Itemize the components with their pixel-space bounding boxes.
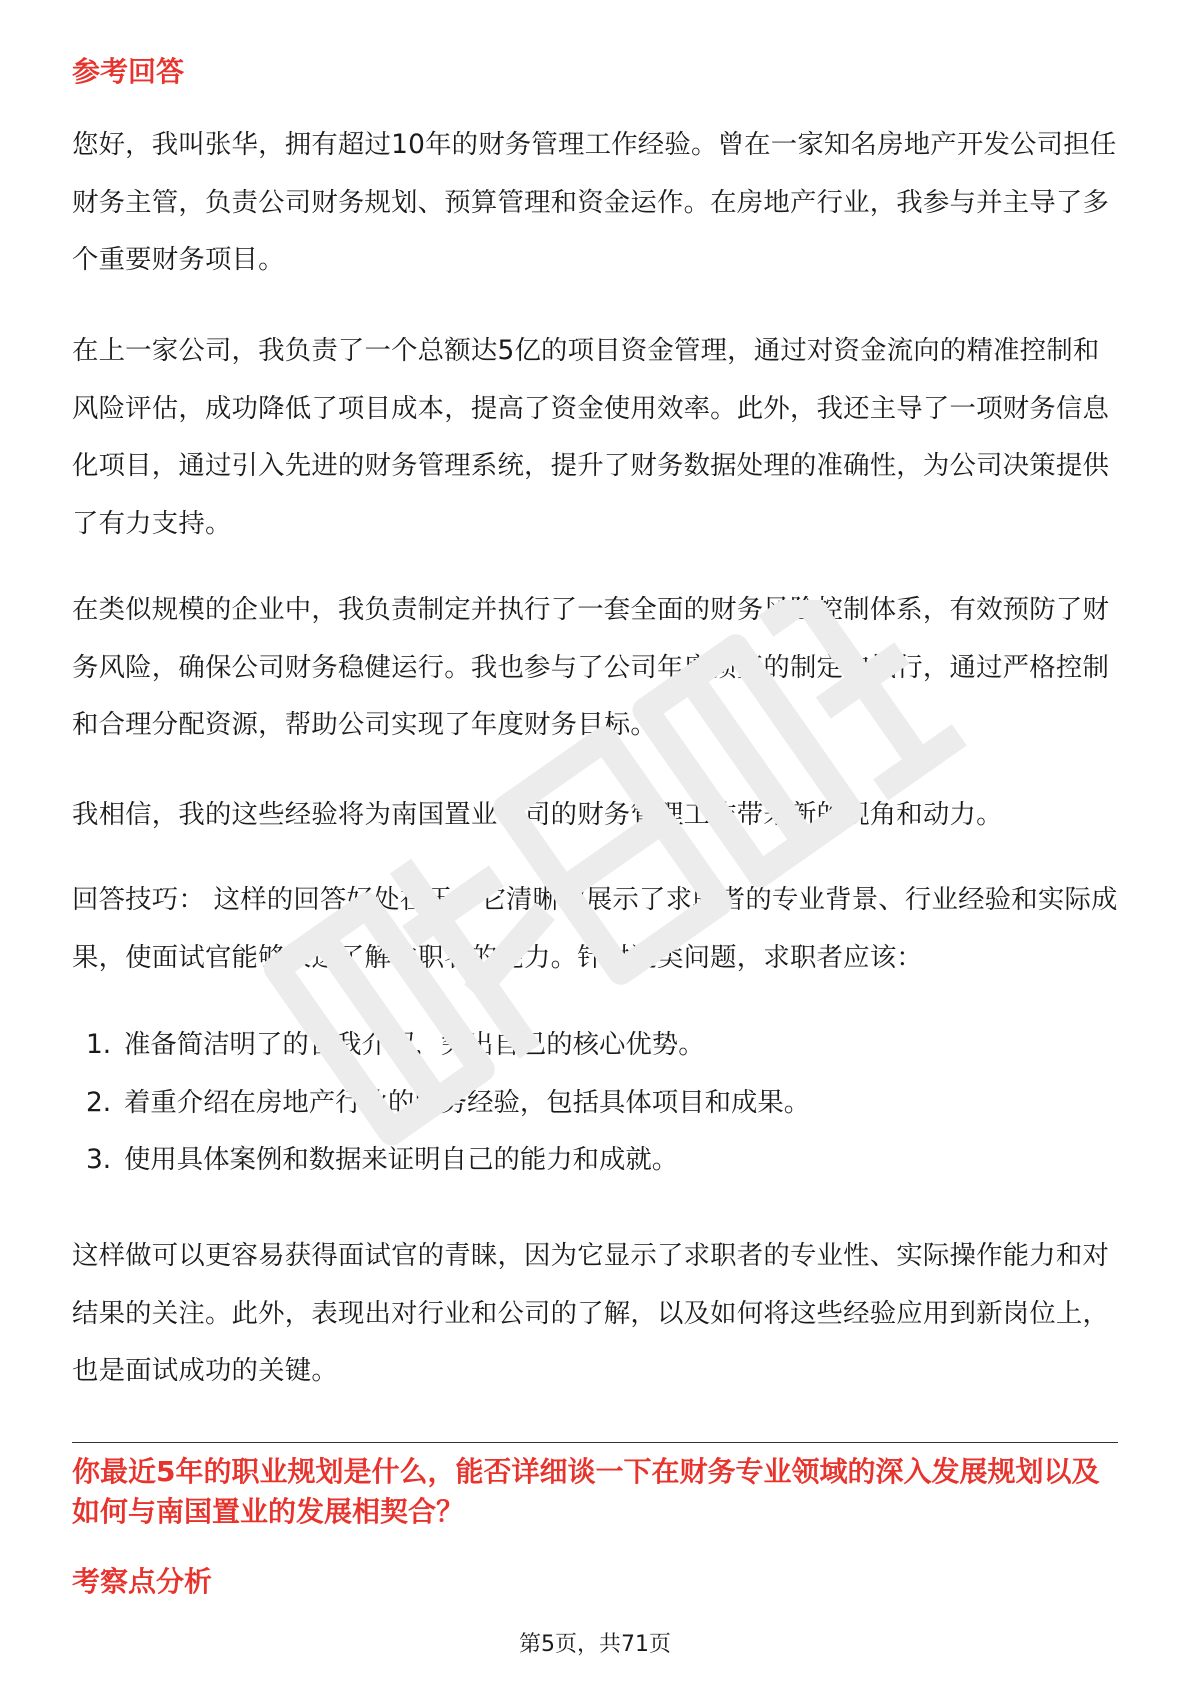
tips-list-number: 2. xyxy=(86,1086,112,1118)
answer-paragraph-risk-control: 在类似规模的企业中，我负责制定并执行了一套全面的财务风险控制体系，有效预防了财务风险，确保公司财务稳健运行。我也参与了公司年度预算的制定和执行，通过严格控制和合理分配资源，帮助公司实现了年度财务目标。 xyxy=(72,594,1110,740)
tips-list-item xyxy=(72,1131,1118,1189)
section-divider xyxy=(72,1442,1118,1443)
answer-tips-paragraph: 回答技巧： 这样的回答好处在于，它清晰地展示了求职者的专业背景、行业经验和实际成果，使面试官能够快速了解求职者的能力。针对这类问题，求职者应该： xyxy=(72,884,1118,973)
tips-list-item xyxy=(72,1016,1118,1074)
page-footer: 第5页，共71页 xyxy=(519,1632,671,1657)
tips-list-text: 准备简洁明了的自我介绍，突出自己的核心优势。 xyxy=(124,1029,705,1060)
next-question-heading: 你最近5年的职业规划是什么，能否详细谈一下在财务专业领域的深入发展规划以及如何与南国置业的发展相契合？ xyxy=(72,1455,1100,1528)
tips-list-text: 着重介绍在房地产行业的财务经验，包括具体项目和成果。 xyxy=(124,1086,811,1118)
answer-paragraph-closing: 我相信，我的这些经验将为南国置业公司的财务管理工作带来新的视角和动力。 xyxy=(72,799,1003,830)
answer-paragraph-intro: 您好，我叫张华，拥有超过10年的财务管理工作经验。曾在一家知名房地产开发公司担任财务主管，负责公司财务规划、预算管理和资金运作。在房地产行业，我参与并主导了多个重要财务项目。 xyxy=(72,129,1117,275)
tips-list-item xyxy=(72,1074,1118,1132)
tips-list-number: 1. xyxy=(86,1029,112,1060)
answer-paragraph-projects: 在上一家公司，我负责了一个总额达5亿的项目资金管理，通过对资金流向的精准控制和风险评估，成功降低了项目成本，提高了资金使用效率。此外，我还主导了一项财务信息化项目，通过引入先进的财务管理系统，提升了财务数据处理的准确性，为公司决策提供了有力支持。 xyxy=(72,335,1110,539)
answer-paragraph-summary: 这样做可以更容易获得面试官的青睐，因为它显示了求职者的专业性、实际操作能力和对结果的关注。此外，表现出对行业和公司的了解，以及如何将这些经验应用到新岗位上，也是面试成功的关键。 xyxy=(72,1240,1110,1386)
reference-answer-heading: 参考回答 xyxy=(72,55,185,88)
tips-list-number: 3. xyxy=(86,1144,112,1175)
analysis-heading: 考察点分析 xyxy=(72,1565,213,1598)
tips-list-text: 使用具体案例和数据来证明自己的能力和成就。 xyxy=(124,1144,679,1175)
tips-list xyxy=(72,1016,1118,1189)
